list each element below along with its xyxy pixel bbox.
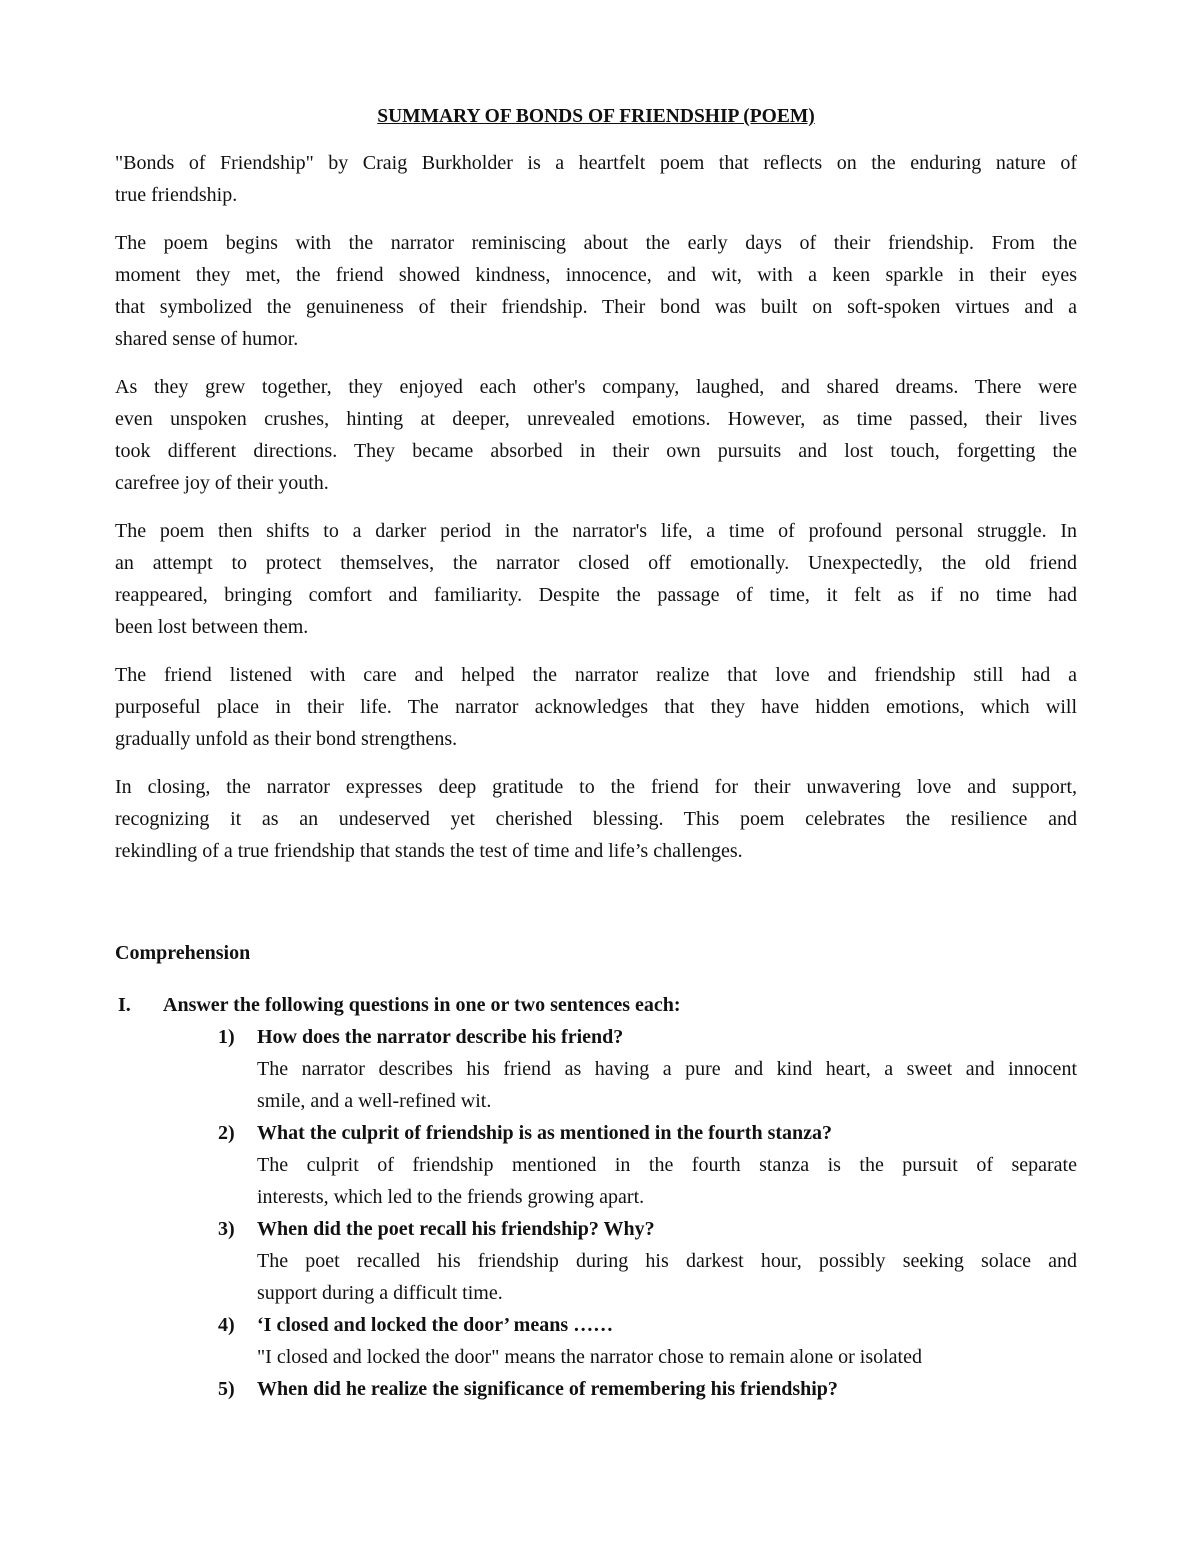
summary-paragraph [115, 371, 1077, 499]
answer-line: interests, which led to the friends growing apart. [257, 1186, 645, 1208]
paragraph-line: gradually unfold as their bond strengthens. [115, 728, 458, 750]
question-text: How does the narrator describe his friend? [257, 1026, 624, 1048]
answer-line: "I closed and locked the door" means the narrator chose to remain alone or isolated [257, 1346, 922, 1368]
question [115, 1117, 1077, 1149]
question-number: 4) [218, 1314, 235, 1336]
summary-paragraph [115, 515, 1077, 643]
answer-line: The narrator describes his friend as having a pure and kind heart, a sweet and innocent [257, 1058, 1077, 1080]
section-number: I. [118, 994, 131, 1016]
question [115, 1021, 1077, 1053]
question-text: ‘I closed and locked the door’ means …… [257, 1314, 614, 1336]
question-item [115, 1021, 1077, 1117]
answer-line: smile, and a well-refined wit. [257, 1090, 492, 1112]
question-text: When did the poet recall his friendship? Why? [257, 1218, 655, 1240]
question-number: 2) [218, 1122, 235, 1144]
question-text: When did he realize the significance of remembering his friendship? [257, 1378, 838, 1400]
paragraph-line: The poem then shifts to a darker period in the narrator's life, a time of profound personal struggle. In [115, 520, 1077, 542]
summary-body [115, 147, 1077, 867]
paragraph-line: even unspoken crushes, hinting at deeper, unrevealed emotions. However, as time passed, their lives [115, 408, 1077, 430]
paragraph-line: In closing, the narrator expresses deep gratitude to the friend for their unwavering love and support, [115, 776, 1077, 798]
summary-paragraph [115, 771, 1077, 867]
paragraph-line: been lost between them. [115, 616, 309, 638]
document-page [115, 101, 1077, 1405]
question-number: 5) [218, 1378, 235, 1400]
paragraph-line: "Bonds of Friendship" by Craig Burkholder is a heartfelt poem that reflects on the enduring nature of [115, 152, 1077, 174]
question-text: What the culprit of friendship is as mentioned in the fourth stanza? [257, 1122, 833, 1144]
answer [257, 1341, 1077, 1373]
paragraph-line: The friend listened with care and helped the narrator realize that love and friendship still had a [115, 664, 1077, 686]
section-title: Answer the following questions in one or two sentences each: [163, 994, 681, 1016]
paragraph-line: carefree joy of their youth. [115, 472, 329, 494]
paragraph-line: reappeared, bringing comfort and familiarity. Despite the passage of time, it felt as if no time had [115, 584, 1077, 606]
answer-line: The culprit of friendship mentioned in the fourth stanza is the pursuit of separate [257, 1154, 1077, 1176]
paragraph-line: true friendship. [115, 184, 238, 206]
paragraph-line: an attempt to protect themselves, the narrator closed off emotionally. Unexpectedly, the old friend [115, 552, 1077, 574]
paragraph-line: recognizing it as an undeserved yet cherished blessing. This poem celebrates the resilience and [115, 808, 1077, 830]
answer-line: The poet recalled his friendship during his darkest hour, possibly seeking solace and [257, 1250, 1077, 1272]
summary-paragraph [115, 147, 1077, 211]
question-item [115, 1309, 1077, 1373]
paragraph-line: As they grew together, they enjoyed each other's company, laughed, and shared dreams. There were [115, 376, 1077, 398]
answer [257, 1149, 1077, 1213]
paragraph-line: The poem begins with the narrator reminiscing about the early days of their friendship. From the [115, 232, 1077, 254]
question-item [115, 1117, 1077, 1213]
answer [257, 1245, 1077, 1309]
paragraph-line: purposeful place in their life. The narrator acknowledges that they have hidden emotions, which will [115, 696, 1077, 718]
question-number: 3) [218, 1218, 235, 1240]
question [115, 1309, 1077, 1341]
document-title: SUMMARY OF BONDS OF FRIENDSHIP (POEM) [377, 106, 815, 127]
section-heading [115, 989, 1077, 1021]
comprehension-heading: Comprehension [115, 942, 251, 964]
question [115, 1213, 1077, 1245]
question-number: 1) [218, 1026, 235, 1048]
question-item [115, 1213, 1077, 1309]
question-item [115, 1373, 1077, 1405]
answer [257, 1053, 1077, 1117]
answer-line: support during a difficult time. [257, 1282, 503, 1304]
question-list [115, 1021, 1077, 1405]
paragraph-line: took different directions. They became absorbed in their own pursuits and lost touch, forgetting the [115, 440, 1077, 462]
question [115, 1373, 1077, 1405]
paragraph-line: that symbolized the genuineness of their friendship. Their bond was built on soft-spoken virtues and a [115, 296, 1077, 318]
summary-paragraph [115, 659, 1077, 755]
paragraph-line: moment they met, the friend showed kindness, innocence, and wit, with a keen sparkle in their eyes [115, 264, 1077, 286]
paragraph-line: rekindling of a true friendship that stands the test of time and life’s challenges. [115, 840, 743, 862]
summary-paragraph [115, 227, 1077, 355]
paragraph-line: shared sense of humor. [115, 328, 299, 350]
